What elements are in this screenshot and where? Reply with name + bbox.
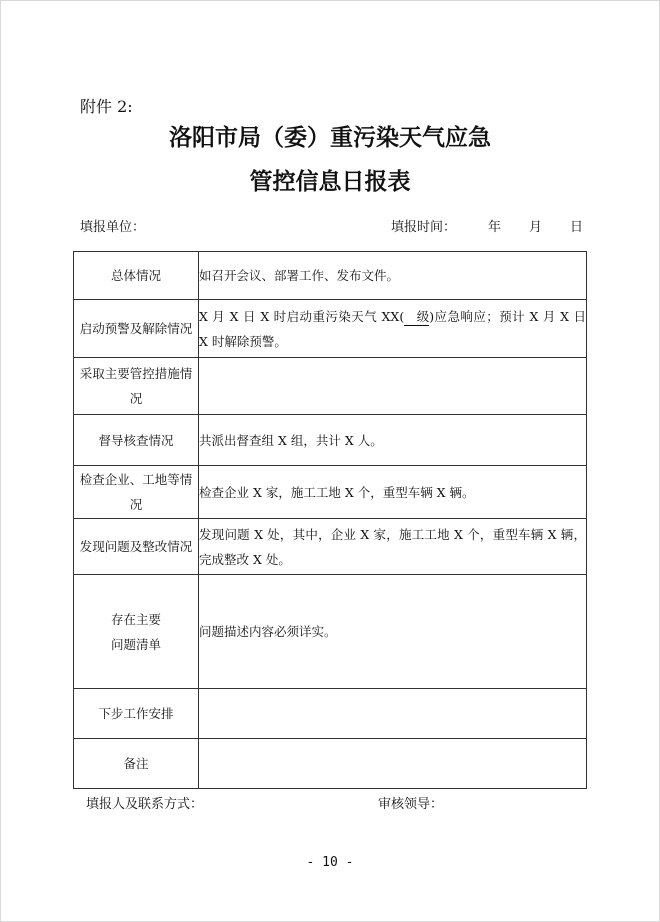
table-row <box>74 739 587 789</box>
row-label: 备注 <box>74 739 199 789</box>
table-row <box>74 689 587 739</box>
table-row <box>74 575 587 689</box>
row-label-line: 存在主要 <box>110 611 161 627</box>
row-content-text: )应急响应；预计 X 月 X 日 X 时解除预警。 <box>199 308 586 349</box>
document-title-line1: 洛阳市局（委）重污染天气应急 <box>169 125 491 151</box>
row-label <box>74 575 199 689</box>
reporting-time-label: 填报时间： <box>391 220 457 235</box>
row-content-text: X 月 X 日 X 时启动重污染天气 XX( <box>199 308 405 324</box>
day-label: 日 <box>570 220 584 235</box>
row-content: 发现问题 X 处，其中，企业 X 家，施工工地 X 个，重型车辆 X 辆，完成整改 X 处。 <box>199 519 587 575</box>
row-label: 下步工作安排 <box>74 689 199 739</box>
table-row <box>74 300 587 358</box>
row-content: 问题描述内容必须详实。 <box>199 575 587 689</box>
annex-label: 附件 2: <box>80 97 133 116</box>
table-row <box>74 415 587 466</box>
table-row <box>74 358 587 415</box>
month-label: 月 <box>529 220 543 235</box>
row-label: 督导核查情况 <box>74 415 199 466</box>
row-label: 发现问题及整改情况 <box>74 519 199 575</box>
row-label: 总体情况 <box>74 252 199 300</box>
filler-contact-label: 填报人及联系方式： <box>86 797 204 812</box>
daily-report-table <box>73 251 587 789</box>
row-label-line: 问题清单 <box>110 636 161 652</box>
page-number: - 10 - <box>306 855 354 870</box>
row-label: 检查企业、工地等情况 <box>74 466 199 519</box>
table-row <box>74 252 587 300</box>
row-content <box>199 739 587 789</box>
row-content <box>199 689 587 739</box>
row-content: 检查企业 X 家，施工工地 X 个，重型车辆 X 辆。 <box>199 466 587 519</box>
reviewer-label: 审核领导： <box>378 797 444 812</box>
document-title-line2: 管控信息日报表 <box>249 169 411 195</box>
row-content <box>199 300 587 358</box>
row-label: 启动预警及解除情况 <box>74 300 199 358</box>
row-content: 如召开会议、部署工作、发布文件。 <box>199 252 587 300</box>
table-row <box>74 519 587 575</box>
level-blank: 级 <box>404 308 430 324</box>
row-content <box>199 358 587 415</box>
reporting-unit-label: 填报单位： <box>80 220 146 235</box>
row-label: 采取主要管控措施情况 <box>74 358 199 415</box>
row-content: 共派出督查组 X 组，共计 X 人。 <box>199 415 587 466</box>
table-row <box>74 466 587 519</box>
year-label: 年 <box>488 220 502 235</box>
reporting-time <box>391 216 583 235</box>
